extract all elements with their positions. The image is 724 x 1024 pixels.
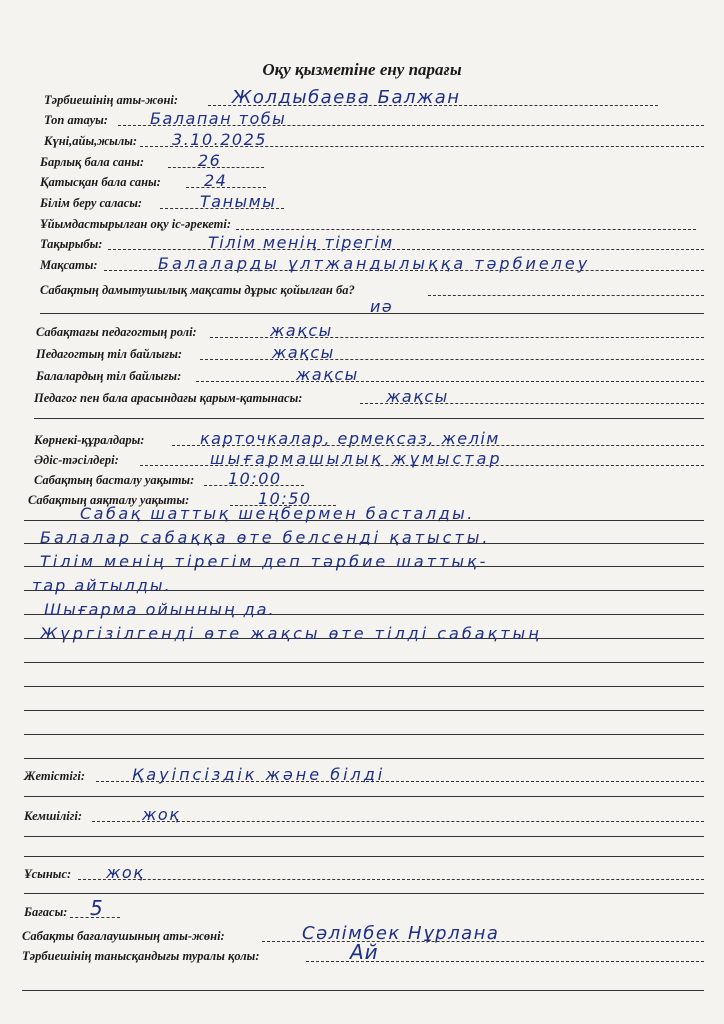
notes-line <box>24 710 704 711</box>
signature-extra-line <box>22 990 704 991</box>
visual-aids-row <box>0 430 724 450</box>
total-children-label: Барлық бала саны: <box>40 155 145 169</box>
note-text: Тілім менің тірегім деп тәрбие шаттық- <box>40 552 489 571</box>
group-row <box>0 110 724 130</box>
topic-value: Тілім менің тірегім <box>208 233 394 252</box>
activity-line <box>236 229 696 230</box>
strengths-row <box>0 766 724 786</box>
interaction-row <box>0 388 724 408</box>
topic-label: Тақырыбы: <box>40 237 103 251</box>
weaknesses-extra-line <box>24 836 704 837</box>
end-time-value: 10:50 <box>258 489 312 508</box>
topic-line <box>108 249 704 250</box>
strengths-value: Қауіпсіздік және білді <box>132 765 386 784</box>
weaknesses-value: жоқ <box>142 805 181 824</box>
teacher-role-label: Сабақтағы педагогтың ролі: <box>36 325 197 339</box>
weaknesses-line <box>92 821 704 822</box>
dev-goal-label: Сабақтың дамытушылық мақсаты дұрыс қойылған ба? <box>40 283 355 297</box>
area-row <box>0 193 724 213</box>
teacher-name-label: Тәрбиешінің аты-жөні: <box>44 93 179 107</box>
notes-line <box>24 662 704 663</box>
end-time-label: Сабақтың аяқталу уақыты: <box>28 493 190 507</box>
suggestions-row <box>0 864 724 884</box>
dev-goal-value: иә <box>370 297 394 316</box>
weaknesses-extra-line <box>24 856 704 857</box>
methods-row <box>0 450 724 470</box>
note-text: Шығарма ойынның да. <box>44 600 276 619</box>
group-value: Балапан тобы <box>150 109 287 128</box>
teacher-role-row <box>0 322 724 342</box>
present-value: 24 <box>204 171 228 190</box>
teacher-lang-label: Педагогтың тіл байлығы: <box>36 347 183 361</box>
interaction-value: жақсы <box>386 387 449 406</box>
start-time-value: 10:00 <box>228 469 282 488</box>
evaluator-label: Сабақты бағалаушының аты-жөні: <box>22 929 225 943</box>
signature-label: Тәрбиешінің танысқандығы туралы қолы: <box>22 949 260 963</box>
start-time-label: Сабақтың басталу уақыты: <box>34 473 195 487</box>
signature-mark: Ай <box>350 940 379 964</box>
area-value: Танымы <box>200 192 277 211</box>
suggestions-value: жоқ <box>106 863 145 882</box>
topic-row <box>0 234 724 254</box>
date-row <box>0 131 724 151</box>
teacher-name-value: Жолдыбаева Балжан <box>232 87 461 108</box>
strengths-label: Жетістігі: <box>24 769 86 783</box>
total-children-row <box>0 152 724 172</box>
methods-value: шығармашылық жұмыстар <box>210 449 503 468</box>
date-value: 3.10.2025 <box>172 130 267 149</box>
goal-row <box>0 255 724 275</box>
visual-aids-value: карточкалар, ермексаз, желім <box>200 429 500 448</box>
goal-value: Балаларды ұлтжандылыққа тәрбиелеу <box>158 254 591 273</box>
group-label: Топ атауы: <box>44 113 108 127</box>
teacher-name-row <box>0 87 724 110</box>
suggestions-label: Ұсыныс: <box>24 867 72 881</box>
dev-goal-row <box>0 280 724 300</box>
present-row <box>0 172 724 192</box>
children-lang-row <box>0 366 724 386</box>
children-lang-line <box>196 381 704 382</box>
visual-aids-label: Көрнекі-құралдары: <box>34 433 145 447</box>
teacher-role-value: жақсы <box>270 321 333 340</box>
activity-label: Ұйымдастырылған оқу іс-әрекеті: <box>40 217 231 231</box>
goal-label: Мақсаты: <box>40 258 98 272</box>
grade-label: Бағасы: <box>24 905 68 919</box>
note-text: тар айтылды. <box>32 576 172 595</box>
methods-label: Әдіс-тәсілдері: <box>34 453 119 467</box>
weaknesses-label: Кемшілігі: <box>24 809 82 823</box>
grade-value: 5 <box>90 896 105 920</box>
teacher-lang-row <box>0 344 724 364</box>
children-lang-label: Балалардың тіл байлығы: <box>36 369 182 383</box>
suggestions-extra-line <box>24 893 704 894</box>
signature-row <box>0 940 724 966</box>
dev-goal-line <box>428 295 704 296</box>
evaluator-value: Сәлімбек Нұрлана <box>302 923 500 944</box>
form-title: Оқу қызметіне ену парағы <box>262 60 462 79</box>
interaction-label: Педагог пен бала арасындағы қарым-қатынасы: <box>34 391 303 405</box>
present-label: Қатысқан бала саны: <box>40 175 161 189</box>
notes-line <box>24 734 704 735</box>
teacher-lang-value: жақсы <box>272 343 335 362</box>
grade-row <box>0 896 724 922</box>
children-lang-value: жақсы <box>296 365 359 384</box>
activity-row <box>0 214 724 234</box>
dev-goal-answer-row <box>0 298 724 318</box>
notes-line <box>24 686 704 687</box>
interaction-extra-line <box>34 418 704 419</box>
note-text: Жүргізілгенді өте жақсы өте тілді сабақтың <box>40 624 542 643</box>
total-children-value: 26 <box>198 151 222 170</box>
weaknesses-row <box>0 806 724 826</box>
date-label: Күні,айы,жылы: <box>44 134 138 148</box>
area-label: Білім беру саласы: <box>40 196 143 210</box>
notes-line <box>24 758 704 759</box>
note-text: Сабақ шаттық шеңбермен басталды. <box>80 504 475 523</box>
strengths-extra-line <box>24 796 704 797</box>
suggestions-line <box>78 879 704 880</box>
note-text: Балалар сабаққа өте белсенді қатысты. <box>40 528 491 547</box>
start-time-row <box>0 470 724 490</box>
